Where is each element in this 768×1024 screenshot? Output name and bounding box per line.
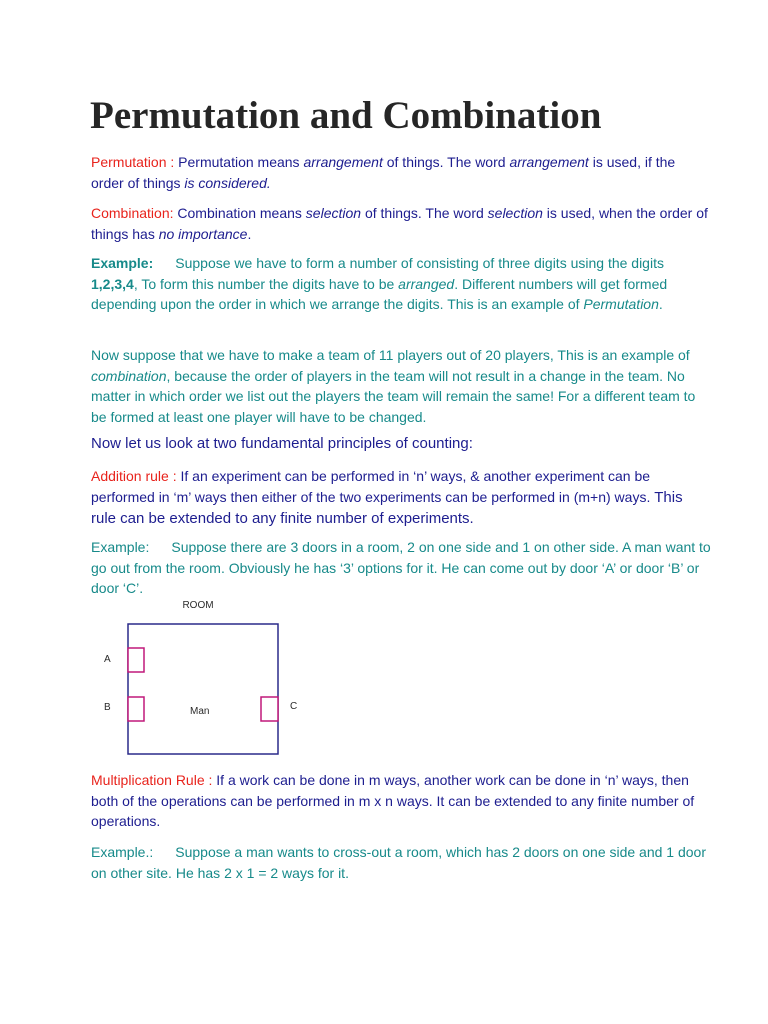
multiplication-rule [91, 770, 711, 832]
permutation-text-3: is used, if the order of things [91, 154, 676, 191]
permutation-text-2: of things. The word [382, 154, 510, 170]
combination-emphasis-1: selection [305, 205, 362, 221]
principles-intro: Now let us look at two fundamental principles of counting: [91, 435, 473, 452]
permutation-separator: : [166, 154, 179, 170]
addition-rule [91, 466, 711, 530]
multiplication-text: If a work can be done in m ways, another work can be done in ‘n’ ways, then both of the operations can be performed in m x n ways. It can be extended to any finite number of operations. [91, 772, 695, 829]
combination-text-3: is used, when the order of things has [91, 205, 708, 242]
addition-term: Addition rule [91, 468, 169, 484]
combination-text-1: Combination means [177, 205, 306, 221]
example2-text-2: , because the order of players in the team will not result in a change in the team. No matter in which order we list out the players the team will remain the same! For a different team to be formed at least one player will have to be changed. [91, 367, 696, 425]
permutation-emphasis-2: arrangement [509, 154, 589, 170]
cross-room-example [91, 842, 711, 883]
example1-text-3: . Different numbers will get formed depending upon the order in which we arrange the digits. This is an example of [91, 275, 668, 312]
example2-emphasis-1: combination [91, 367, 167, 384]
door-a [128, 648, 144, 672]
man-label: Man [190, 706, 210, 717]
example1-emphasis-2: Permutation [583, 296, 659, 312]
example4-label: Example.: [91, 844, 154, 860]
doors-example [91, 537, 711, 599]
combination-text-4: . [247, 225, 252, 242]
room-walls [128, 624, 278, 754]
example2-text-1: Now suppose that we have to make a team of 11 players out of 20 players, This is an example of [91, 347, 690, 363]
permutation-definition [91, 152, 711, 193]
door-b [128, 697, 144, 721]
example1-emphasis-1: arranged [398, 275, 455, 292]
page-title: Permutation and Combination [90, 94, 602, 137]
addition-text-1: If an experiment can be performed in ‘n’ ways, & another experiment can be performed in ‘m’ ways then either of the two experiments can be performed in (m+n) ways. [91, 468, 655, 505]
combination-separator: : [169, 205, 178, 221]
combination-definition [91, 203, 711, 244]
permutation-example [91, 253, 711, 315]
door-c [261, 697, 278, 721]
example3-text: Suppose there are 3 doors in a room, 2 on one side and 1 on other side. A man want to go out from the room. Obviously he has ‘3’ options for it. He can come out by door ‘A’ or door ‘B’ or door ‘C’. [91, 539, 711, 596]
door-c-label: C [290, 701, 298, 712]
combination-emphasis-3: no importance [158, 225, 248, 242]
multiplication-term: Multiplication Rule [91, 772, 205, 788]
example1-text-1: Suppose we have to form a number of consisting of three digits using the digits [175, 255, 664, 271]
door-b-label: B [104, 702, 111, 713]
addition-separator: : [168, 468, 181, 484]
example-label: Example: [91, 255, 154, 271]
permutation-emphasis-3: is considered. [184, 174, 271, 191]
example4-text: Suppose a man wants to cross-out a room, which has 2 doors on one side and 1 door on other site. He has 2 x 1 = 2 ways for it. [91, 844, 707, 881]
door-a-label: A [104, 654, 111, 665]
addition-text-2: This rule can be extended to any finite number of experiments. [91, 488, 683, 527]
example1-text-2: , To form this number the digits have to be [133, 275, 399, 292]
example1-text-4: . [658, 296, 663, 312]
combination-emphasis-2: selection [487, 205, 543, 221]
example3-label: Example: [91, 539, 150, 555]
combination-text-2: of things. The word [361, 205, 488, 221]
room-label: ROOM [182, 600, 214, 611]
multiplication-separator: : [204, 772, 217, 788]
permutation-text-1: Permutation means [178, 154, 304, 170]
combination-term: Combination [91, 205, 170, 221]
permutation-emphasis-1: arrangement [303, 154, 383, 170]
example1-digits: 1,2,3,4 [91, 275, 134, 292]
combination-example [91, 345, 711, 427]
room-diagram [91, 596, 351, 762]
room-diagram-svg [91, 596, 351, 762]
permutation-term: Permutation [91, 154, 167, 170]
